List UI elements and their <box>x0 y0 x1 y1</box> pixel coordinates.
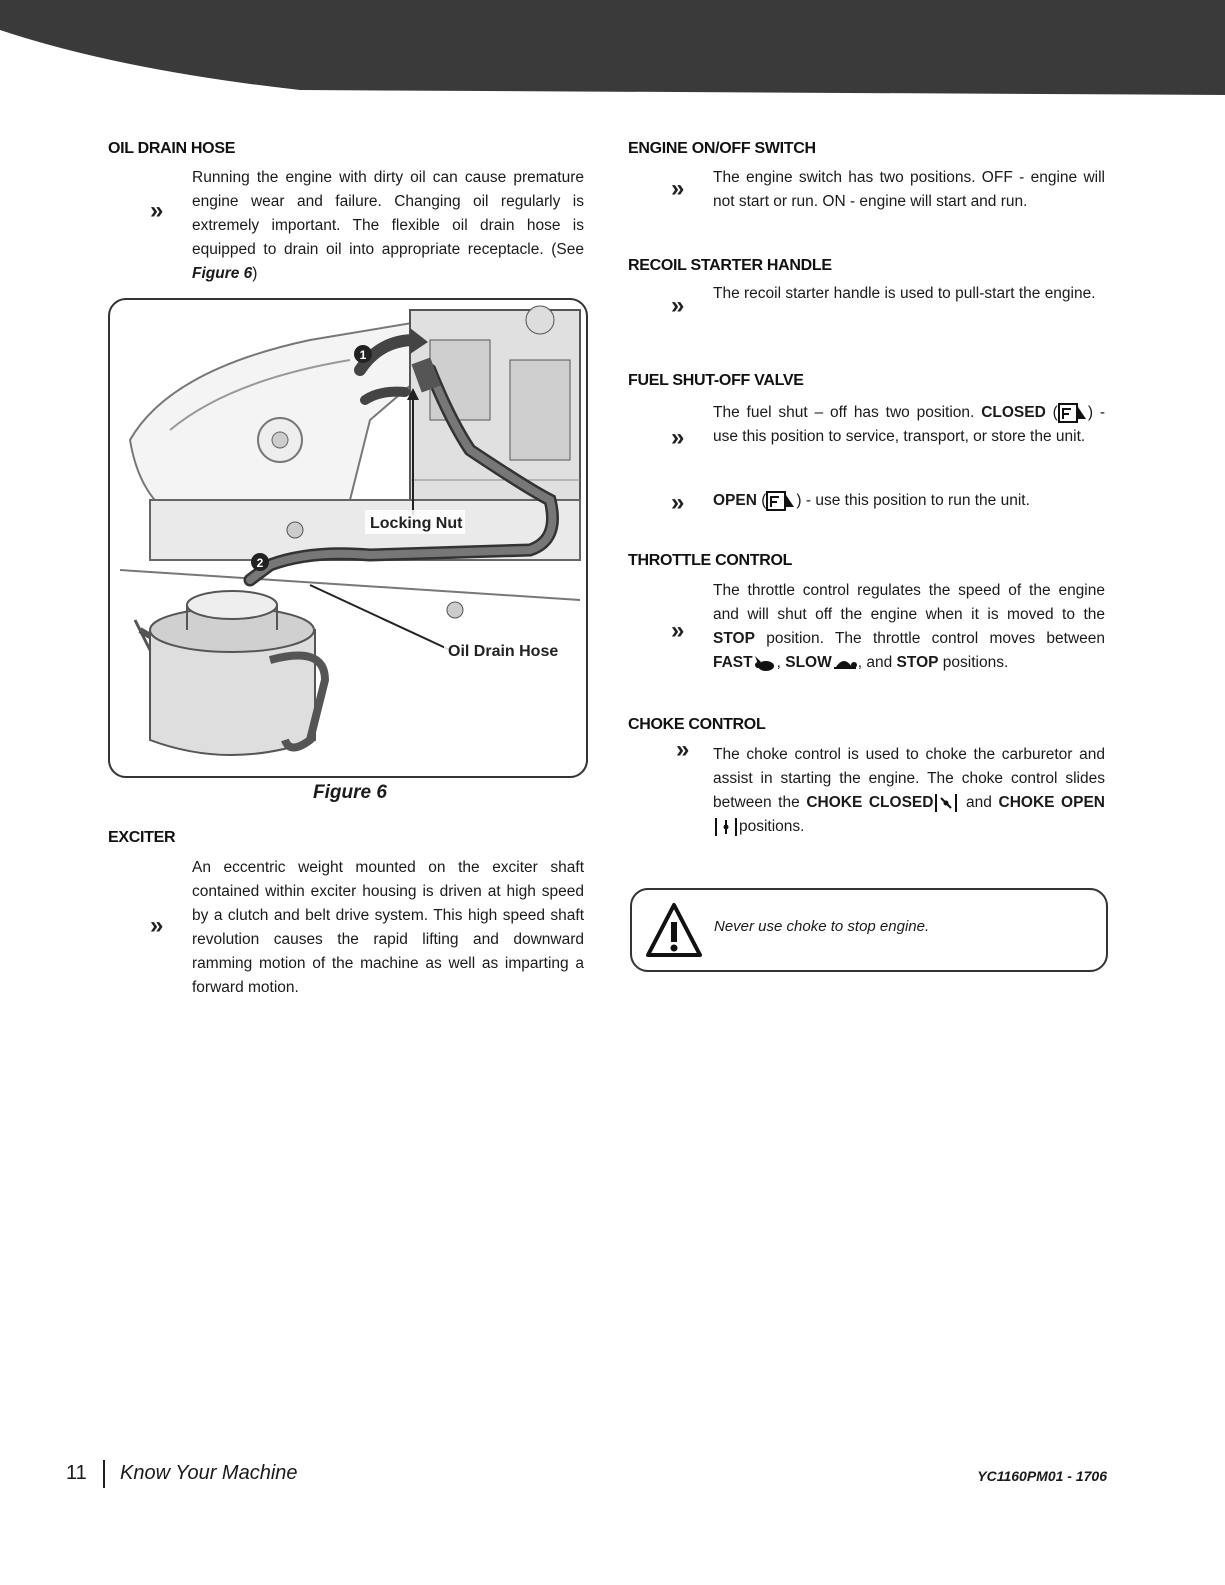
label-oil-drain-hose: Oil Drain Hose <box>448 643 559 660</box>
engine-switch-text: The engine switch has two positions. OFF - engine will not start or run. ON - engine will start and run. <box>713 169 1105 210</box>
engine-switch-title: ENGINE ON/OFF SWITCH <box>628 140 816 157</box>
fuel-valve-title: FUEL SHUT-OFF VALVE <box>628 372 804 389</box>
recoil-starter-text: The recoil starter handle is used to pull-start the engine. <box>713 285 1096 302</box>
stop-label: STOP <box>713 630 755 647</box>
figure-6-image <box>108 298 588 778</box>
exciter-title: EXCITER <box>108 829 176 846</box>
open-label: OPEN <box>713 492 757 509</box>
warning-box <box>630 888 1108 972</box>
figure-caption: Figure 6 <box>313 782 387 803</box>
fuel-valve-closed-text: The fuel shut – off has two position. CLOSED ( ) - use this position to service, transport, or store the unit. <box>713 404 1106 445</box>
fuel-closed-icon <box>1058 403 1088 423</box>
oil-drain-hose-title: OIL DRAIN HOSE <box>108 140 236 157</box>
choke-text: The choke control is used to choke the carburetor and assist in starting the engine. The choke control slides between the CHOKE CLOSED and CHOKE OPEN positions. <box>713 746 1105 835</box>
bullet-icon: » <box>671 292 679 319</box>
bullet-icon: » <box>150 197 158 224</box>
stop-label: STOP <box>896 654 939 671</box>
exciter-text: An eccentric weight mounted on the exciter shaft contained within exciter housing is driven at high speed by a clutch and belt drive system. This high speed shaft revolution causes the rapid lifting and downward ramming motion of the machine as well as imparting a forward motion. <box>192 859 584 996</box>
bullet-icon: » <box>671 175 679 202</box>
warning-text: Never use choke to stop engine. <box>714 918 930 935</box>
throttle-title: THROTTLE CONTROL <box>628 552 793 569</box>
bullet-icon: » <box>676 736 684 763</box>
bullet-icon: » <box>671 424 679 451</box>
choke-title: CHOKE CONTROL <box>628 716 766 733</box>
recoil-starter-title: RECOIL STARTER HANDLE <box>628 257 832 274</box>
footer-section-title: Know Your Machine <box>120 1462 298 1484</box>
bullet-icon: » <box>150 912 158 939</box>
fuel-valve-open-text: OPEN ( ) - use this position to run the unit. <box>713 492 1030 509</box>
figure-marker-1: 1 <box>359 348 367 362</box>
fuel-open-icon <box>766 491 796 511</box>
label-locking-nut: Locking Nut <box>370 515 463 532</box>
choke-open-label: CHOKE OPEN <box>998 794 1105 811</box>
rabbit-icon <box>753 654 777 672</box>
fast-label: FAST <box>713 654 753 671</box>
document-code: YC1160PM01 - 1706 <box>977 1468 1107 1484</box>
turtle-icon <box>832 655 858 671</box>
page-number: 11 <box>66 1462 87 1484</box>
warning-icon <box>646 902 702 958</box>
choke-open-icon <box>713 817 739 837</box>
figure-reference: Figure 6 <box>192 265 253 282</box>
throttle-text: The throttle control regulates the speed of the engine and will shut off the engine when it is moved to the STOP position. The throttle control moves between FAST , SLOW , and STOP positions. <box>713 582 1105 671</box>
bullet-icon: » <box>671 489 679 516</box>
closed-label: CLOSED <box>981 404 1046 421</box>
footer-divider <box>103 1460 105 1488</box>
figure-marker-2: 2 <box>256 556 264 570</box>
slow-label: SLOW <box>785 654 832 671</box>
bullet-icon: » <box>671 617 679 644</box>
oil-drain-hose-text: Running the engine with dirty oil can cause premature engine wear and failure. Changing oil regularly is extremely important. The flexible oil drain hose is equipped to drain oil into appropriate receptacle. (See Figure 6) <box>192 169 584 282</box>
choke-closed-label: CHOKE CLOSED <box>806 794 934 811</box>
choke-closed-icon <box>933 793 959 813</box>
header-banner <box>0 0 1225 95</box>
